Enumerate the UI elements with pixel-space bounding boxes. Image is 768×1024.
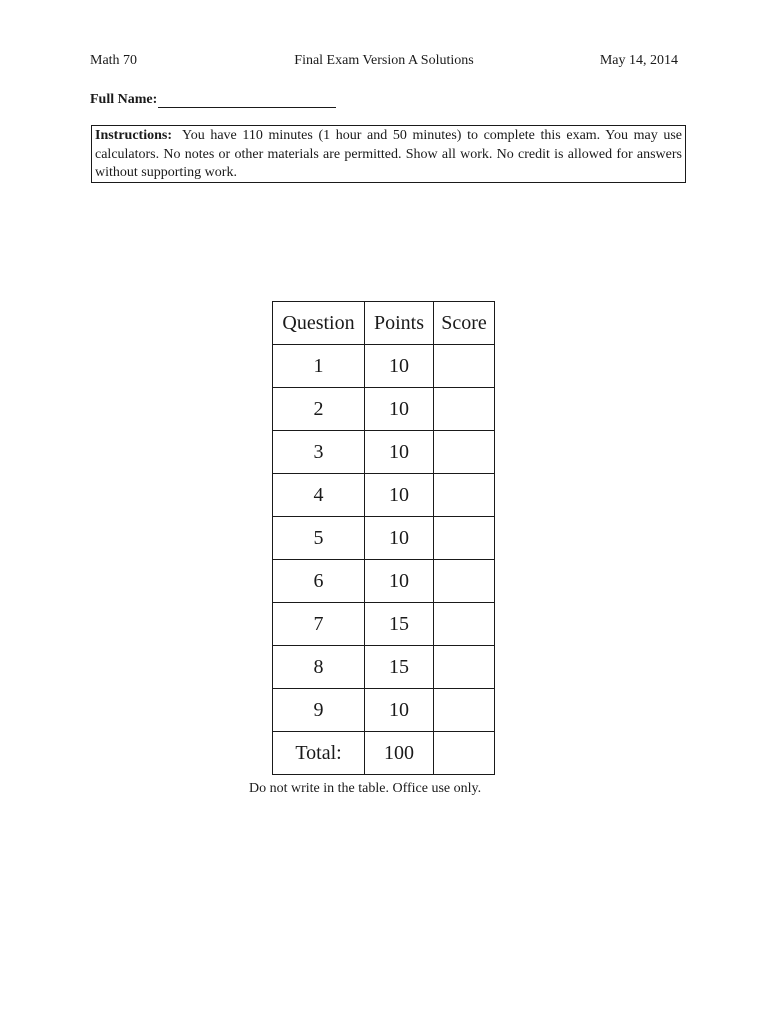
full-name-blank-line[interactable] <box>158 93 336 108</box>
question-cell: 9 <box>273 689 365 732</box>
table-row <box>273 345 495 388</box>
score-table <box>272 301 495 775</box>
total-label-cell: Total: <box>273 732 365 775</box>
table-row <box>273 474 495 517</box>
header-score: Score <box>434 302 495 345</box>
score-cell <box>434 388 495 431</box>
score-cell <box>434 517 495 560</box>
question-cell: 5 <box>273 517 365 560</box>
score-cell <box>434 689 495 732</box>
page-header <box>90 53 678 73</box>
header-points: Points <box>365 302 434 345</box>
question-cell: 7 <box>273 603 365 646</box>
header-question: Question <box>273 302 365 345</box>
exam-date: May 14, 2014 <box>599 53 678 68</box>
exam-title: Final Exam Version A Solutions <box>294 53 474 68</box>
question-cell: 1 <box>273 345 365 388</box>
points-cell: 10 <box>365 560 434 603</box>
score-cell <box>434 646 495 689</box>
instructions-text: You have 110 minutes (1 hour and 50 minutes) to complete this exam. You may use calculators. No notes or other materials are permitted. Show all work. No credit is allowed for answers without supporting work. <box>95 128 682 180</box>
table-row <box>273 560 495 603</box>
question-cell: 4 <box>273 474 365 517</box>
question-cell: 6 <box>273 560 365 603</box>
score-cell <box>434 560 495 603</box>
total-score-cell <box>434 732 495 775</box>
table-note: Do not write in the table. Office use only. <box>249 781 482 796</box>
instructions-label: Instructions: <box>95 128 173 143</box>
points-cell: 10 <box>365 345 434 388</box>
score-table-header-row <box>273 302 495 345</box>
points-cell: 15 <box>365 603 434 646</box>
points-cell: 10 <box>365 689 434 732</box>
score-cell <box>434 345 495 388</box>
table-row <box>273 388 495 431</box>
points-cell: 15 <box>365 646 434 689</box>
table-row <box>273 689 495 732</box>
score-cell <box>434 431 495 474</box>
question-cell: 2 <box>273 388 365 431</box>
points-cell: 10 <box>365 388 434 431</box>
instructions-box <box>91 125 686 183</box>
course-name: Math 70 <box>90 53 138 68</box>
total-points-cell: 100 <box>365 732 434 775</box>
question-cell: 8 <box>273 646 365 689</box>
table-row <box>273 646 495 689</box>
table-row <box>273 603 495 646</box>
table-row <box>273 517 495 560</box>
table-row <box>273 431 495 474</box>
points-cell: 10 <box>365 474 434 517</box>
score-cell <box>434 474 495 517</box>
points-cell: 10 <box>365 431 434 474</box>
points-cell: 10 <box>365 517 434 560</box>
full-name-field <box>90 92 336 108</box>
table-total-row <box>273 732 495 775</box>
full-name-label: Full Name: <box>90 92 158 107</box>
question-cell: 3 <box>273 431 365 474</box>
score-cell <box>434 603 495 646</box>
